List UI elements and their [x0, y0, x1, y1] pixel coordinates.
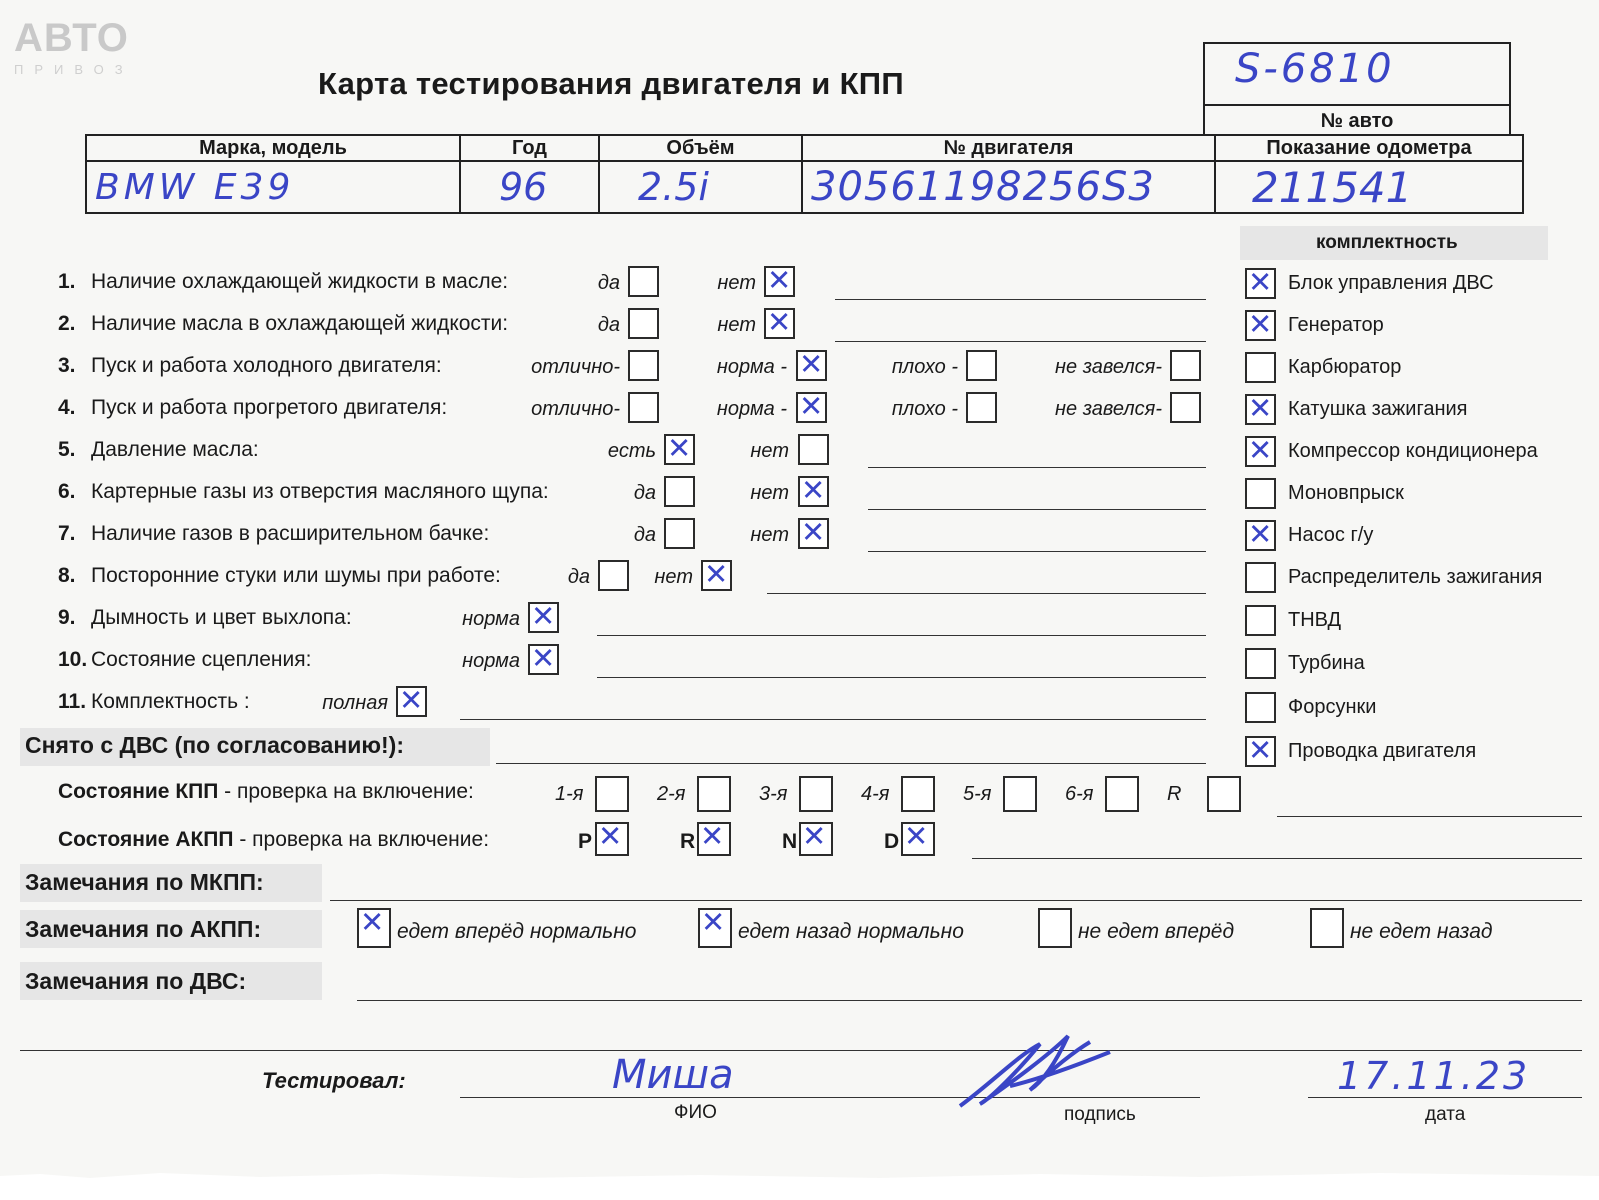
option-label: не завелся- [1055, 356, 1162, 378]
kit-checkbox[interactable] [1245, 352, 1276, 383]
item-label: Наличие масла в охлаждающей жидкости: [91, 312, 509, 335]
option-label: отлично- [531, 398, 620, 420]
col-volume: Объём [599, 135, 802, 161]
option-label: нет [654, 566, 693, 588]
col-year: Год [460, 135, 599, 161]
option-checkbox[interactable] [664, 476, 695, 507]
kit-label: Генератор [1288, 314, 1384, 336]
value-volume: 2.5i [599, 161, 802, 213]
item-number: 2. [58, 312, 76, 335]
remark-checkbox[interactable] [1038, 908, 1072, 948]
item-label: Пуск и работа прогретого двигателя: [91, 396, 448, 419]
option-checkbox[interactable] [396, 686, 427, 717]
remark-checkbox[interactable] [698, 908, 732, 948]
kit-label: Турбина [1288, 652, 1365, 674]
gear-label: 4-я [861, 783, 890, 805]
option-label: да [597, 272, 620, 294]
remark-checkbox[interactable] [357, 908, 391, 948]
vehicle-table [85, 134, 1524, 214]
akpp-line [972, 858, 1582, 859]
mode-label: R [680, 830, 696, 853]
item-number: 6. [58, 480, 76, 503]
remark-label: едет вперёд нормально [397, 920, 637, 943]
mode-checkbox[interactable] [697, 822, 731, 856]
option-label: нет [750, 482, 789, 504]
remark-checkbox[interactable] [1310, 908, 1344, 948]
kit-label: Блок управления ДВС [1288, 272, 1494, 294]
sign-label: подпись [1064, 1104, 1136, 1125]
option-checkbox[interactable] [966, 350, 997, 381]
item-label: Состояние сцепления: [91, 648, 312, 671]
item-number: 9. [58, 606, 76, 629]
tester-name: Миша [612, 1052, 734, 1098]
kpp-line [1277, 816, 1582, 817]
option-checkbox[interactable] [628, 266, 659, 297]
item-label: Посторонние стуки или шумы при работе: [91, 564, 501, 587]
item-number: 3. [58, 354, 76, 377]
col-model: Марка, модель [86, 135, 460, 161]
option-checkbox[interactable] [796, 350, 827, 381]
gear-label: 5-я [963, 783, 992, 805]
akpp-label-bold: Состояние АКПП [58, 828, 234, 851]
option-checkbox[interactable] [1170, 392, 1201, 423]
option-label: норма [462, 608, 520, 630]
option-checkbox[interactable] [664, 518, 695, 549]
option-checkbox[interactable] [796, 392, 827, 423]
option-checkbox[interactable] [798, 434, 829, 465]
option-checkbox[interactable] [628, 308, 659, 339]
mode-checkbox[interactable] [595, 822, 629, 856]
item-number: 11. [58, 690, 87, 713]
kit-checkbox[interactable] [1245, 692, 1276, 723]
kit-label: ТНВД [1288, 609, 1342, 631]
item-label: Наличие охлаждающей жидкости в масле: [91, 270, 509, 293]
value-odometer: 211541 [1215, 161, 1523, 213]
mkpp-remarks-line [330, 900, 1582, 901]
option-label: норма - [716, 398, 787, 420]
kpp-label-rest: - проверка на включение: [218, 780, 474, 803]
item-number: 1. [58, 270, 76, 293]
item-number: 8. [58, 564, 76, 587]
option-label: нет [717, 272, 756, 294]
kit-label: Компрессор кондиционера [1288, 440, 1538, 462]
kit-checkbox[interactable] [1245, 436, 1276, 467]
date-line [1308, 1097, 1582, 1098]
option-checkbox[interactable] [764, 308, 795, 339]
kit-checkbox[interactable] [1245, 478, 1276, 509]
option-label: да [633, 482, 656, 504]
option-checkbox[interactable] [628, 350, 659, 381]
mkpp-remarks-label: Замечания по МКПП: [25, 869, 264, 895]
akpp-label-rest: - проверка на включение: [233, 828, 490, 851]
item-number: 5. [58, 438, 76, 461]
mode-label: P [578, 830, 593, 853]
item-label: Наличие газов в расширительном бачке: [91, 522, 490, 545]
dvs-remarks-label: Замечания по ДВС: [25, 968, 247, 994]
option-label: есть [607, 440, 656, 462]
item-number: 7. [58, 522, 76, 545]
item-notes-line [868, 509, 1206, 510]
logo-sub: ПРИВОЗ [14, 62, 134, 77]
gear-checkbox[interactable] [799, 776, 833, 812]
option-label: отлично- [531, 356, 620, 378]
kit-title: комплектность [1316, 232, 1458, 253]
kit-checkbox[interactable] [1245, 648, 1276, 679]
logo-brand: АВТО [14, 16, 129, 60]
option-checkbox[interactable] [1170, 350, 1201, 381]
extra-remarks-line [20, 1050, 1582, 1051]
gear-label: 3-я [759, 783, 788, 805]
signature [950, 1024, 1120, 1114]
kit-label: Проводка двигателя [1288, 740, 1477, 762]
option-checkbox[interactable] [664, 434, 695, 465]
kit-label: Насос г/у [1288, 524, 1374, 546]
item-label: Давление масла: [91, 438, 259, 461]
option-label: да [597, 314, 620, 336]
gear-checkbox[interactable] [1003, 776, 1037, 812]
item-number: 4. [58, 396, 76, 419]
option-label: плохо - [891, 356, 958, 378]
car-number-box [1203, 42, 1511, 136]
option-label: нет [750, 524, 789, 546]
kpp-label [58, 780, 474, 804]
mode-checkbox[interactable] [901, 822, 935, 856]
item-number: 10. [58, 648, 88, 671]
item-notes-line [460, 719, 1206, 720]
akpp-label [58, 828, 489, 852]
table-header-row [86, 135, 1523, 161]
option-checkbox[interactable] [528, 602, 559, 633]
gear-checkbox[interactable] [595, 776, 629, 812]
kit-checkbox[interactable] [1245, 605, 1276, 636]
remark-label: едет назад нормально [738, 920, 964, 943]
fio-label: ФИО [674, 1102, 717, 1123]
gear-checkbox[interactable] [1105, 776, 1139, 812]
kit-checkbox[interactable] [1245, 736, 1276, 767]
torn-edge [0, 1170, 1599, 1200]
kit-label: Катушка зажигания [1288, 398, 1468, 420]
gear-label: 1-я [555, 783, 584, 805]
option-checkbox[interactable] [528, 644, 559, 675]
option-label: норма - [716, 356, 787, 378]
option-label: норма [462, 650, 520, 672]
item-notes-line [597, 677, 1206, 678]
gear-checkbox[interactable] [697, 776, 731, 812]
car-number-label: № авто [1205, 104, 1509, 136]
kit-checkbox[interactable] [1245, 310, 1276, 341]
option-checkbox[interactable] [764, 266, 795, 297]
tested-label: Тестировал: [262, 1068, 406, 1093]
gear-label: R [1167, 783, 1182, 805]
option-checkbox[interactable] [628, 392, 659, 423]
col-odometer: Показание одометра [1215, 135, 1523, 161]
kit-checkbox[interactable] [1245, 562, 1276, 593]
mode-label: D [884, 830, 900, 853]
option-checkbox[interactable] [798, 518, 829, 549]
gear-label: 6-я [1065, 783, 1094, 805]
item-notes-line [767, 593, 1206, 594]
option-label: не завелся- [1055, 398, 1162, 420]
item-label: Дымность и цвет выхлопа: [91, 606, 352, 629]
item-notes-line [597, 635, 1206, 636]
item-label: Комплектность : [91, 690, 250, 713]
removed-line [496, 763, 1206, 764]
logo [14, 18, 134, 77]
item-notes-line [835, 299, 1206, 300]
table-row [86, 161, 1523, 213]
kit-checkbox[interactable] [1245, 394, 1276, 425]
kit-label: Форсунки [1288, 696, 1377, 718]
kit-checkbox[interactable] [1245, 268, 1276, 299]
option-checkbox[interactable] [798, 476, 829, 507]
gear-checkbox[interactable] [901, 776, 935, 812]
date-label: дата [1425, 1104, 1466, 1125]
value-engine-no: 30561198256S3 [802, 161, 1215, 213]
removed-label: Снято с ДВС (по согласованию!): [25, 732, 404, 758]
option-checkbox[interactable] [701, 560, 732, 591]
option-label: плохо - [891, 398, 958, 420]
value-model: BMW E39 [86, 161, 460, 213]
gear-checkbox[interactable] [1207, 776, 1241, 812]
test-date: 17.11.23 [1337, 1054, 1531, 1098]
item-label: Картерные газы из отверстия масляного щупа: [91, 480, 549, 503]
remark-label: не едет вперёд [1078, 920, 1235, 943]
option-label: да [633, 524, 656, 546]
option-label: нет [717, 314, 756, 336]
option-label: нет [750, 440, 789, 462]
mode-label: N [782, 830, 798, 853]
value-year: 96 [460, 161, 599, 213]
item-notes-line [835, 341, 1206, 342]
option-checkbox[interactable] [598, 560, 629, 591]
item-notes-line [868, 467, 1206, 468]
option-label: полная [322, 692, 388, 714]
option-checkbox[interactable] [966, 392, 997, 423]
col-engine-no: № двигателя [802, 135, 1215, 161]
option-label: да [567, 566, 590, 588]
car-number-value: S-6810 [1235, 46, 1395, 92]
item-label: Пуск и работа холодного двигателя: [91, 354, 442, 377]
kpp-label-bold: Состояние КПП [58, 780, 219, 803]
kit-label: Распределитель зажигания [1288, 566, 1543, 588]
item-notes-line [868, 551, 1206, 552]
kit-label: Карбюратор [1288, 356, 1402, 378]
mode-checkbox[interactable] [799, 822, 833, 856]
dvs-remarks-line [357, 1000, 1582, 1001]
akpp-remarks-label: Замечания по АКПП: [25, 916, 262, 942]
kit-label: Моновпрыск [1288, 482, 1404, 504]
remark-label: не едет назад [1350, 920, 1493, 943]
gear-label: 2-я [657, 783, 686, 805]
kit-checkbox[interactable] [1245, 520, 1276, 551]
page-title: Карта тестирования двигателя и КПП [318, 66, 904, 101]
